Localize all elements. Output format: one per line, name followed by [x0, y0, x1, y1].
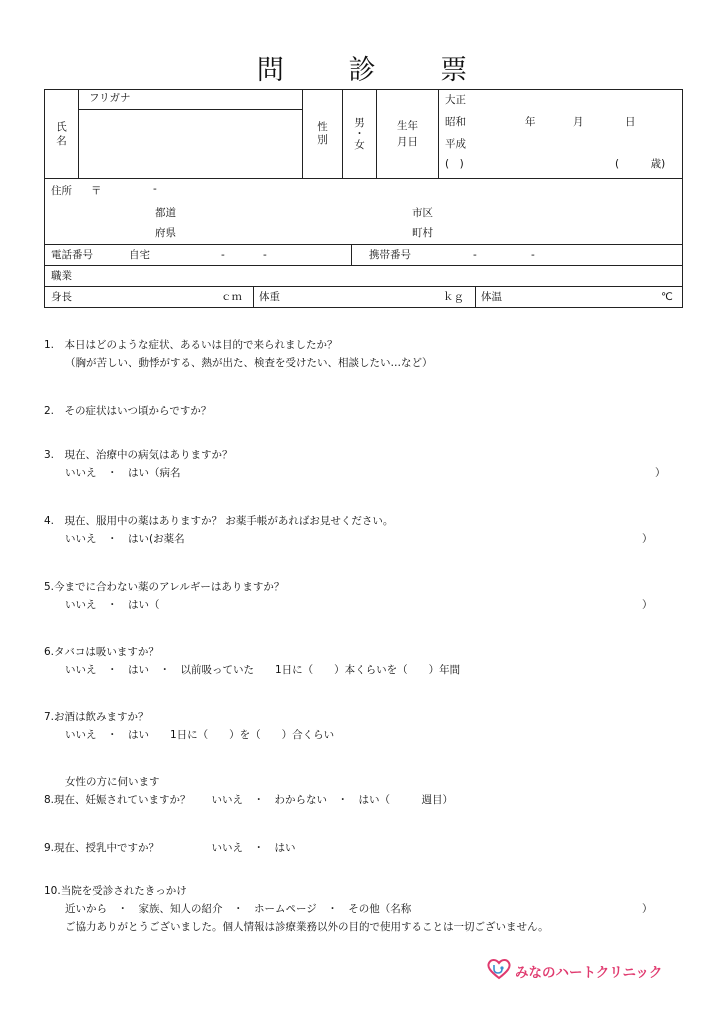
address-label: 住所 [51, 185, 72, 197]
mobile-label: 携帯番号 [369, 249, 411, 261]
question-1 [44, 336, 433, 372]
month-label: 月 [573, 116, 584, 128]
postal-mark: 〒 [91, 185, 102, 197]
clinic-name: みなのハートクリニック [515, 964, 663, 981]
question-4-options[interactable]: いいえ ・ はい(お薬名 [65, 533, 185, 545]
question-3-options[interactable]: いいえ ・ はい（病名 [65, 467, 181, 479]
era-heisei: 平成 [445, 138, 466, 150]
question-10-text: 10.当院を受診されたきっかけ [44, 885, 187, 897]
question-5 [44, 578, 284, 614]
day-label: 日 [625, 116, 636, 128]
question-5-close-paren: ） [642, 599, 653, 611]
year-label: 年 [525, 116, 536, 128]
mobile-dash-2: - [531, 249, 535, 261]
era-taisho: 大正 [445, 94, 466, 106]
question-2: 2. その症状はいつ頃からですか？ [44, 405, 212, 417]
phone-divider [351, 245, 352, 265]
todo-label: 都道 [155, 207, 176, 219]
question-4-close-paren: ） [642, 533, 653, 545]
question-10-close-paren: ） [642, 903, 653, 915]
page-title: 問 診 票 [256, 55, 496, 86]
question-3-text: 3. 現在、治療中の病気はありますか？ [44, 449, 233, 461]
furigana-field[interactable]: フリガナ [79, 90, 303, 110]
postal-dash: - [153, 183, 157, 195]
name-label: 氏 名 [45, 90, 79, 179]
era-paren: ( ) [445, 158, 464, 170]
heart-stethoscope-icon [486, 957, 512, 984]
question-1-hint: （胸が苦しい、動悸がする、熱が出た、検査を受けたい、相談したい…など） [65, 357, 433, 369]
fuken-label: 府県 [155, 227, 176, 239]
sex-label: 性 別 [303, 90, 343, 179]
question-5-text: 5.今までに合わない薬のアレルギーはありますか？ [44, 581, 285, 593]
question-4 [44, 512, 393, 548]
vitals-row [45, 287, 683, 308]
thanks-note: ご協力ありがとうございました。個人情報は診療業務以外の目的で使用することは一切ございません。 [65, 921, 549, 933]
question-6 [44, 643, 460, 679]
question-6-options[interactable]: いいえ ・ はい ・ 以前吸っていた 1日に（ ）本くらいを（ ）年間 [65, 664, 461, 676]
question-5-options[interactable]: いいえ ・ はい（ [65, 599, 160, 611]
temp-label: 体温 [481, 291, 502, 303]
question-6-text: 6.タバコは吸いますか？ [44, 646, 159, 658]
temp-unit: ℃ [661, 291, 673, 303]
question-3-close-paren: ） [655, 467, 666, 479]
question-10-options[interactable]: 近いから ・ 家族、知人の紹介 ・ ホームページ ・ その他（名称 [65, 903, 412, 915]
phone-dash-1: - [221, 249, 225, 261]
shiku-label: 市区 [412, 207, 433, 219]
phone-row [45, 245, 683, 266]
sex-options[interactable]: 男 ・ 女 [343, 90, 377, 179]
home-label: 自宅 [129, 249, 150, 261]
weight-unit: ｋｇ [443, 291, 464, 303]
question-8-text[interactable]: 8.現在、妊娠されていますか？ いいえ ・ わからない ・ はい（ 週目） [44, 794, 454, 806]
address-field[interactable] [45, 179, 683, 245]
phone-dash-2: - [263, 249, 267, 261]
question-1-text: 1. 本日はどのような症状、あるいは目的で来られましたか？ [44, 339, 338, 351]
dob-label: 生年 月日 [377, 90, 439, 179]
name-field[interactable] [79, 110, 303, 179]
height-label: 身長 [51, 291, 72, 303]
vitals-divider-2 [475, 287, 476, 307]
question-3 [44, 446, 233, 482]
question-7 [44, 708, 334, 744]
question-7-text: 7.お酒は飲みますか？ [44, 711, 149, 723]
weight-label: 体重 [259, 291, 280, 303]
height-unit: ｃｍ [221, 291, 242, 303]
clinic-logo [486, 957, 662, 984]
women-notice: 女性の方に伺います [65, 776, 160, 788]
question-9[interactable]: 9.現在、授乳中ですか？ いいえ ・ はい [44, 842, 296, 854]
vitals-divider-1 [253, 287, 254, 307]
mobile-dash-1: - [473, 249, 477, 261]
patient-info-table [44, 89, 683, 308]
occupation-label: 職業 [51, 270, 72, 282]
question-8 [44, 773, 453, 809]
question-10 [44, 882, 549, 936]
phone-label: 電話番号 [51, 249, 93, 261]
era-showa: 昭和 [445, 116, 466, 128]
age-field: ( 歳) [615, 158, 666, 170]
question-4-text: 4. 現在、服用中の薬はありますか？ お薬手帳があればお見せください。 [44, 515, 394, 527]
chouson-label: 町村 [412, 227, 433, 239]
question-7-options[interactable]: いいえ ・ はい 1日に（ ）を（ ）合くらい [65, 729, 335, 741]
dob-field[interactable] [439, 90, 683, 179]
occupation-field[interactable] [45, 266, 683, 287]
